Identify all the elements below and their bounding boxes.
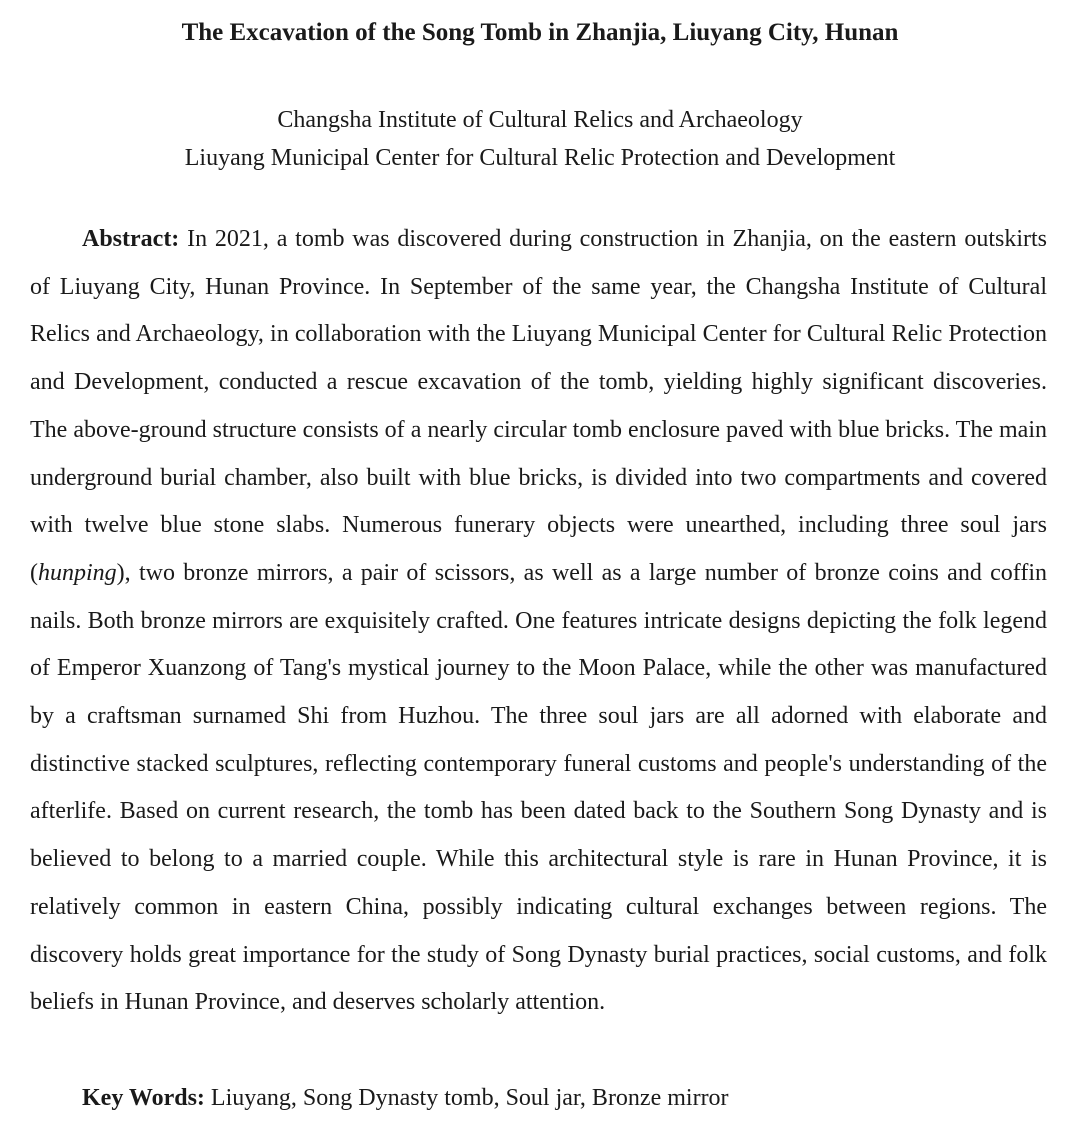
affiliation-changsha-institute: Changsha Institute of Cultural Relics and Archaeology <box>277 107 803 133</box>
affiliation-liuyang-center: Liuyang Municipal Center for Cultural Relic Protection and Development <box>184 145 896 171</box>
paper-title: The Excavation of the Song Tomb in Zhanjia, Liuyang City, Hunan <box>181 19 899 46</box>
affiliations <box>0 101 1080 177</box>
abstract-term-hunping: hunping <box>38 559 117 586</box>
abstract-paragraph <box>30 216 1047 1027</box>
abstract-text-part-1: In 2021, a tomb was discovered during construction in Zhanjia, on the eastern outskirts of Liuyang City, Hunan Province. In September of the same year, the Changsha Institute of Cultural Relics and Archaeology, in collaboration with the Liuyang Municipal Center for Cultural Relic Protection and Development, conducted a rescue excavation of the tomb, yielding highly significant discoveries. The above-ground structure consists of a nearly circular tomb enclosure paved with blue bricks. The main underground burial chamber, also built with blue bricks, is divided into two compartments and covered with twelve blue stone slabs. Numerous funerary objects were unearthed, including three soul jars ( <box>30 226 1047 586</box>
abstract-label: Abstract: <box>82 226 180 252</box>
abstract-text-part-2: ), two bronze mirrors, a pair of scissors, as well as a large number of bronze coins and coffin nails. Both bronze mirrors are exquisitely crafted. One features intricate designs depicting the folk legend of Emperor Xuanzong of Tang's mystical journey to the Moon Palace, while the other was manufactured by a craftsman surnamed Shi from Huzhou. The three soul jars are all adorned with elaborate and distinctive stacked sculptures, reflecting contemporary funeral customs and people's understanding of the afterlife. Based on current research, the tomb has been dated back to the Southern Song Dynasty and is believed to belong to a married couple. While this architectural style is rare in Hunan Province, it is relatively common in eastern China, possibly indicating cultural exchanges between regions. The discovery holds great importance for the study of Song Dynasty burial practices, social customs, and folk beliefs in Hunan Province, and deserves scholarly attention. <box>30 559 1047 1016</box>
keywords-text: Liuyang, Song Dynasty tomb, Soul jar, Bronze mirror <box>204 1085 729 1111</box>
keywords-label: Key Words: <box>82 1085 205 1111</box>
keywords-line <box>82 1075 1042 1123</box>
